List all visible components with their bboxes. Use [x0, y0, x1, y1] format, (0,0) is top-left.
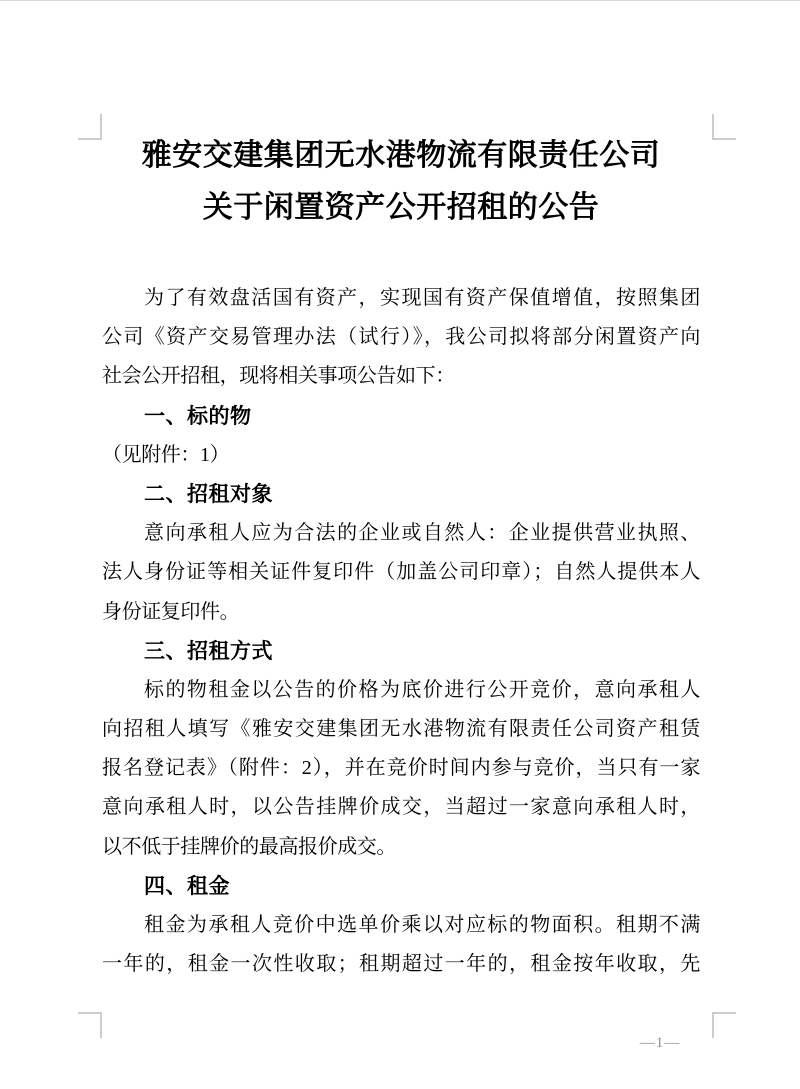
body-line: 一年的，租金一次性收取；租期超过一年的，租金按年收取，先 [102, 953, 700, 976]
page-number: —1— [639, 1035, 681, 1051]
body-line: 公司《资产交易管理办法（试行）》，我公司拟将部分闲置资产向 [102, 326, 700, 349]
body-line: 为了有效盘活国有资产，实现国有资产保值增值，按照集团 [144, 287, 700, 309]
body-line: 法人身份证等相关证件复印件（加盖公司印章）；自然人提供本人 [102, 561, 700, 584]
crop-mark-bottom-right-icon [712, 1012, 736, 1038]
screen-top-divider [0, 0, 800, 1]
body-line: 报名登记表》（附件：2），并在竞价时间内参与竞价，当只有一家 [102, 757, 700, 780]
document-title-line-2: 关于闲置资产公开招租的公告 [202, 191, 600, 224]
body-line: 以不低于挂牌价的最高报价成交。 [102, 835, 396, 858]
crop-mark-top-right-icon [712, 114, 736, 140]
body-line: 向招租人填写《雅安交建集团无水港物流有限责任公司资产租赁 [102, 718, 700, 741]
crop-mark-bottom-left-icon [78, 1012, 102, 1038]
body-line: 社会公开招租，现将相关事项公告如下： [102, 365, 455, 388]
attachment-note: （见附件：1） [102, 443, 230, 466]
body-line: 租金为承租人竞价中选单价乘以对应标的物面积。租期不满 [144, 914, 700, 936]
body-line: 意向承租人应为合法的企业或自然人：企业提供营业执照、 [144, 522, 700, 545]
section-heading: 三、招租方式 [144, 639, 273, 663]
body-line: 身份证复印件。 [102, 600, 240, 623]
section-heading: 一、标的物 [144, 404, 252, 428]
body-line: 意向承租人时，以公告挂牌价成交，当超过一家意向承租人时， [102, 796, 700, 819]
crop-mark-top-left-icon [78, 114, 102, 140]
section-heading: 四、租金 [144, 874, 230, 898]
document-body [102, 279, 700, 984]
body-line: 标的物租金以公告的价格为底价进行公开竞价，意向承租人 [144, 678, 700, 701]
document-title-line-1: 雅安交建集团无水港物流有限责任公司 [141, 139, 661, 172]
section-heading: 二、招租对象 [144, 482, 273, 506]
